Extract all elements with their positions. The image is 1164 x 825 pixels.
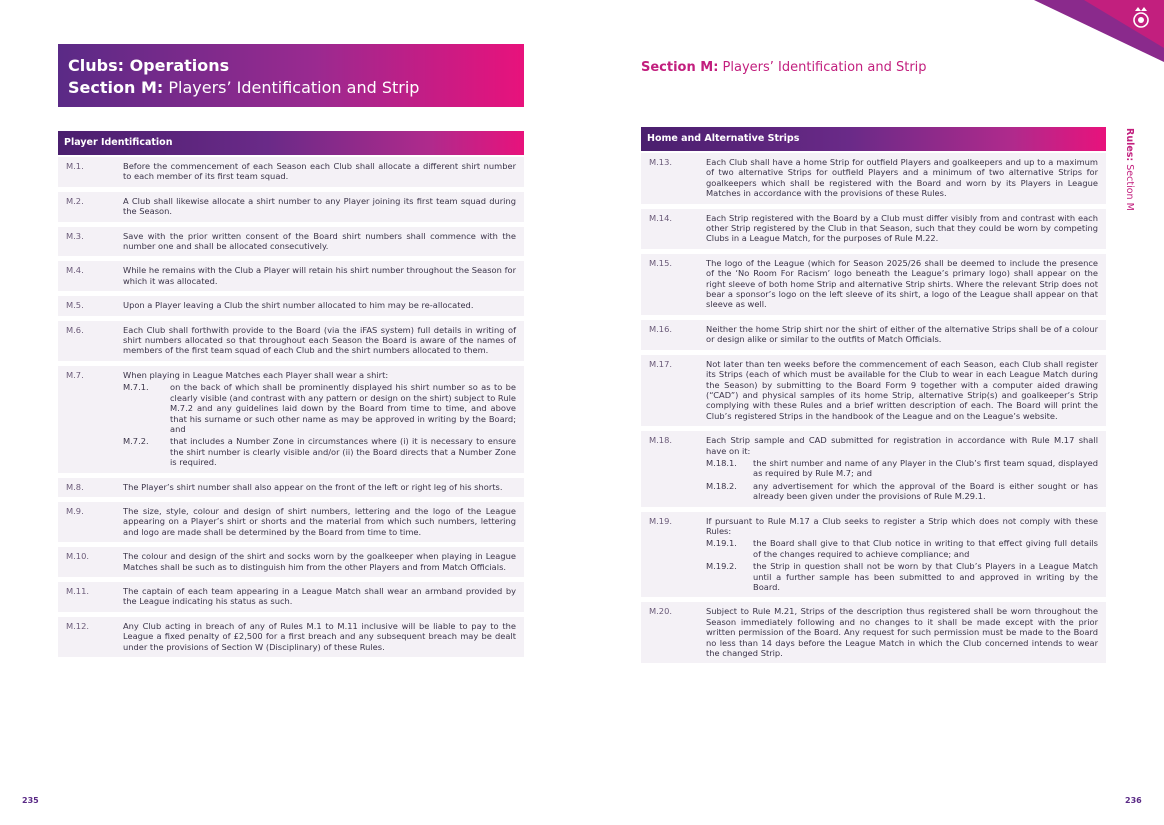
header-title: Clubs: Operations [68, 56, 230, 75]
rule-text: Save with the prior written consent of the Board shirt numbers shall commence with the number one and shall be allocated consecutively. [123, 230, 516, 252]
rule-number: M.8. [66, 481, 84, 492]
rule-number: M.6. [66, 324, 84, 335]
rule-text: If pursuant to Rule M.17 a Club seeks to register a Strip which does not comply with these Rules: [706, 515, 1098, 536]
rule-row [58, 192, 524, 222]
sub-rule [706, 561, 1098, 592]
side-section-label: Rules: Section M [1124, 128, 1135, 211]
sub-rule-number: M.18.2. [706, 480, 737, 491]
rule-number: M.9. [66, 505, 84, 516]
rule-number: M.16. [649, 323, 672, 334]
rule-row [58, 157, 524, 187]
rule-row [641, 431, 1106, 506]
sub-rule-number: M.19.1. [706, 538, 737, 549]
rule-text: Not later than ten weeks before the commencement of each Season, each Club shall register its Strips (each of which must be available for the Club to wear in each League Match during the Season) by submitting to the Board Form 9 together with a computer aided drawing (“CAD”) and physical samples of its home Strip, alternative Strip(s) and goalkeeper’s Strip complying with these Rules and a brief written description of each. The Board will print the Club’s registered Strips in the handbook of the League and on the League’s website. [706, 358, 1098, 421]
rule-row [641, 512, 1106, 598]
rule-text: Each Strip sample and CAD submitted for registration in accordance with Rule M.17 shall have on it: [706, 435, 1098, 456]
rule-number: M.20. [649, 606, 672, 617]
rule-text: Subject to Rule M.21, Strips of the description thus registered shall be worn throughout the Season immediately following and no changes to it shall be made except with the prior written permission of the Board. Any request for such permission must be made to the Board no less than 14 days before the League Match in which the Club concerned intends to wear the changed Strip. [706, 606, 1098, 659]
rule-number: M.14. [649, 212, 672, 223]
sub-rule [123, 436, 516, 467]
rule-number: M.13. [649, 157, 672, 167]
rule-row [58, 321, 524, 361]
rule-text: Upon a Player leaving a Club the shirt number allocated to him may be re-allocated. [123, 300, 474, 311]
sub-rule [706, 458, 1098, 479]
rule-row [58, 547, 524, 577]
rule-number: M.18. [649, 435, 672, 446]
sub-rule-text: on the back of which shall be prominently displayed his shirt number so as to be clearly visible (and contrast with any pattern or design on the shirt) subject to Rule M.7.2 and any guidelines laid down by the Board from time to time, and above that his surname or such other name as may be approved in writing by the Board; and [170, 382, 516, 434]
sub-rule-number: M.7.2. [123, 436, 149, 447]
rule-number: M.15. [649, 257, 672, 268]
rule-number: M.17. [649, 358, 672, 369]
rule-row [58, 366, 524, 473]
page-number-right: 236 [1125, 796, 1142, 805]
sub-rule [123, 382, 516, 434]
rule-number: M.7. [66, 369, 84, 380]
rule-text: The Player’s shirt number shall also appear on the front of the left or right leg of his shorts. [123, 481, 503, 492]
rule-row [641, 153, 1106, 204]
rule-row [58, 261, 524, 291]
sub-rule-text: the shirt number and name of any Player in the Club’s first team squad, displayed as required by Rule M.7; and [753, 457, 1098, 479]
sub-rule-text: the Strip in question shall not be worn by that Club’s Players in a League Match until a further sample has been submitted to and approved in writing by the Board. [753, 561, 1098, 592]
sub-rule-number: M.19.2. [706, 561, 737, 572]
sub-rule [706, 538, 1098, 559]
rule-text: Each Club shall have a home Strip for outfield Players and goalkeepers and up to a maximum of two alternative Strips for outfield Players and a minimum of two alternative Strips for goalkeepers which shall be registered with the Board and worn by its Players in League Matches in accordance with the provisions of these Rules. [706, 157, 1098, 199]
rule-row [641, 320, 1106, 350]
rule-text: Neither the home Strip shirt nor the shirt of either of the alternative Strips shall be of a colour or design alike or similar to the outfits of Match Officials. [706, 323, 1098, 345]
rule-row [58, 502, 524, 542]
page-number-left: 235 [22, 796, 39, 805]
left-rules-list [58, 157, 524, 662]
rule-row [641, 602, 1106, 663]
right-rules-list [641, 153, 1106, 668]
rule-text: The colour and design of the shirt and socks worn by the goalkeeper when playing in League Matches shall be such as to distinguish him from the other Players and from Match Officials. [123, 551, 516, 572]
sub-rule-text: that includes a Number Zone in circumstances where (i) it is necessary to ensure the shirt number is clearly visible and/or (ii) the Board directs that a Number Zone is required. [170, 436, 516, 468]
right-page-title: Section M: Players’ Identification and Strip [641, 60, 927, 75]
rule-number: M.3. [66, 230, 84, 241]
rule-number: M.4. [66, 265, 84, 276]
rule-text: When playing in League Matches each Player shall wear a shirt: [123, 369, 389, 380]
rule-row [58, 582, 524, 612]
rule-text: While he remains with the Club a Player will retain his shirt number throughout the Season for which it was allocated. [123, 265, 516, 286]
left-header [58, 44, 524, 107]
sub-rule-text: any advertisement for which the approval of the Board is either sought or has already been given under the provisions of Rule M.29.1. [753, 480, 1098, 502]
corner-decoration [1014, 0, 1164, 70]
rule-row [58, 617, 524, 657]
rule-text: Each Strip registered with the Board by a Club must differ visibly from and contrast with each other Strip registered by the Club in that Season, such that they could be worn by competing Clubs in a League Match, for the purposes of Rule M.22. [706, 212, 1098, 244]
sub-rule-number: M.7.1. [123, 382, 149, 393]
sub-rule [706, 481, 1098, 502]
rule-row [58, 227, 524, 257]
rule-number: M.5. [66, 300, 84, 311]
sub-rule-text: the Board shall give to that Club notice in writing to that effect giving full details of the changes required to achieve compliance; and [753, 538, 1098, 559]
rule-text: The size, style, colour and design of shirt numbers, lettering and the logo of the League appearing on a Player’s shirt or shorts and the material from which such numbers, lettering and logo are made shall be determined by the Board from time to time. [123, 505, 516, 537]
rule-number: M.2. [66, 195, 84, 206]
rule-text: Each Club shall forthwith provide to the Board (via the iFAS system) full details in writing of shirt numbers allocated so that throughout each Season the Board is aware of the names of members of the first team squad of each Club and the shirt numbers allocated to them. [123, 324, 516, 356]
rule-text: Before the commencement of each Season each Club shall allocate a different shirt number to each member of its first team squad. [123, 161, 516, 182]
rule-row [641, 209, 1106, 249]
sub-rule-number: M.18.1. [706, 457, 737, 468]
rule-row [641, 355, 1106, 426]
rule-number: M.1. [66, 161, 84, 171]
rule-text: A Club shall likewise allocate a shirt number to any Player joining its first team squad during the Season. [123, 195, 516, 217]
rule-text: The logo of the League (which for Season 2025/26 shall be deemed to include the presence of the ‘No Room For Racism’ logo beneath the League’s primary logo) shall appear on the right sleeve of both home Strip and alternative Strip shirts. Where the relevant Strip does not bear a sponsor’s logo on the left sleeve of its shirt, a logo of the League shall appear on that sleeve as well. [706, 257, 1098, 310]
rule-row [58, 296, 524, 315]
header-subtitle: Section M: Players’ Identification and Strip [68, 78, 420, 97]
rule-number: M.11. [66, 585, 89, 596]
rule-number: M.19. [649, 515, 672, 526]
rule-text: Any Club acting in breach of any of Rules M.1 to M.11 inclusive will be liable to pay to the League a fixed penalty of £2,500 for a first breach and any subsequent breach may be dealt under the provisions of Section W (Disciplinary) of these Rules. [123, 620, 516, 652]
rule-number: M.12. [66, 620, 89, 631]
strips-header: Home and Alternative Strips [641, 127, 1106, 151]
rule-text: The captain of each team appearing in a League Match shall wear an armband provided by the League indicating his status as such. [123, 585, 516, 607]
rule-row [641, 254, 1106, 315]
rule-row [58, 478, 524, 497]
rule-number: M.10. [66, 551, 89, 562]
player-identification-header: Player Identification [58, 131, 524, 155]
